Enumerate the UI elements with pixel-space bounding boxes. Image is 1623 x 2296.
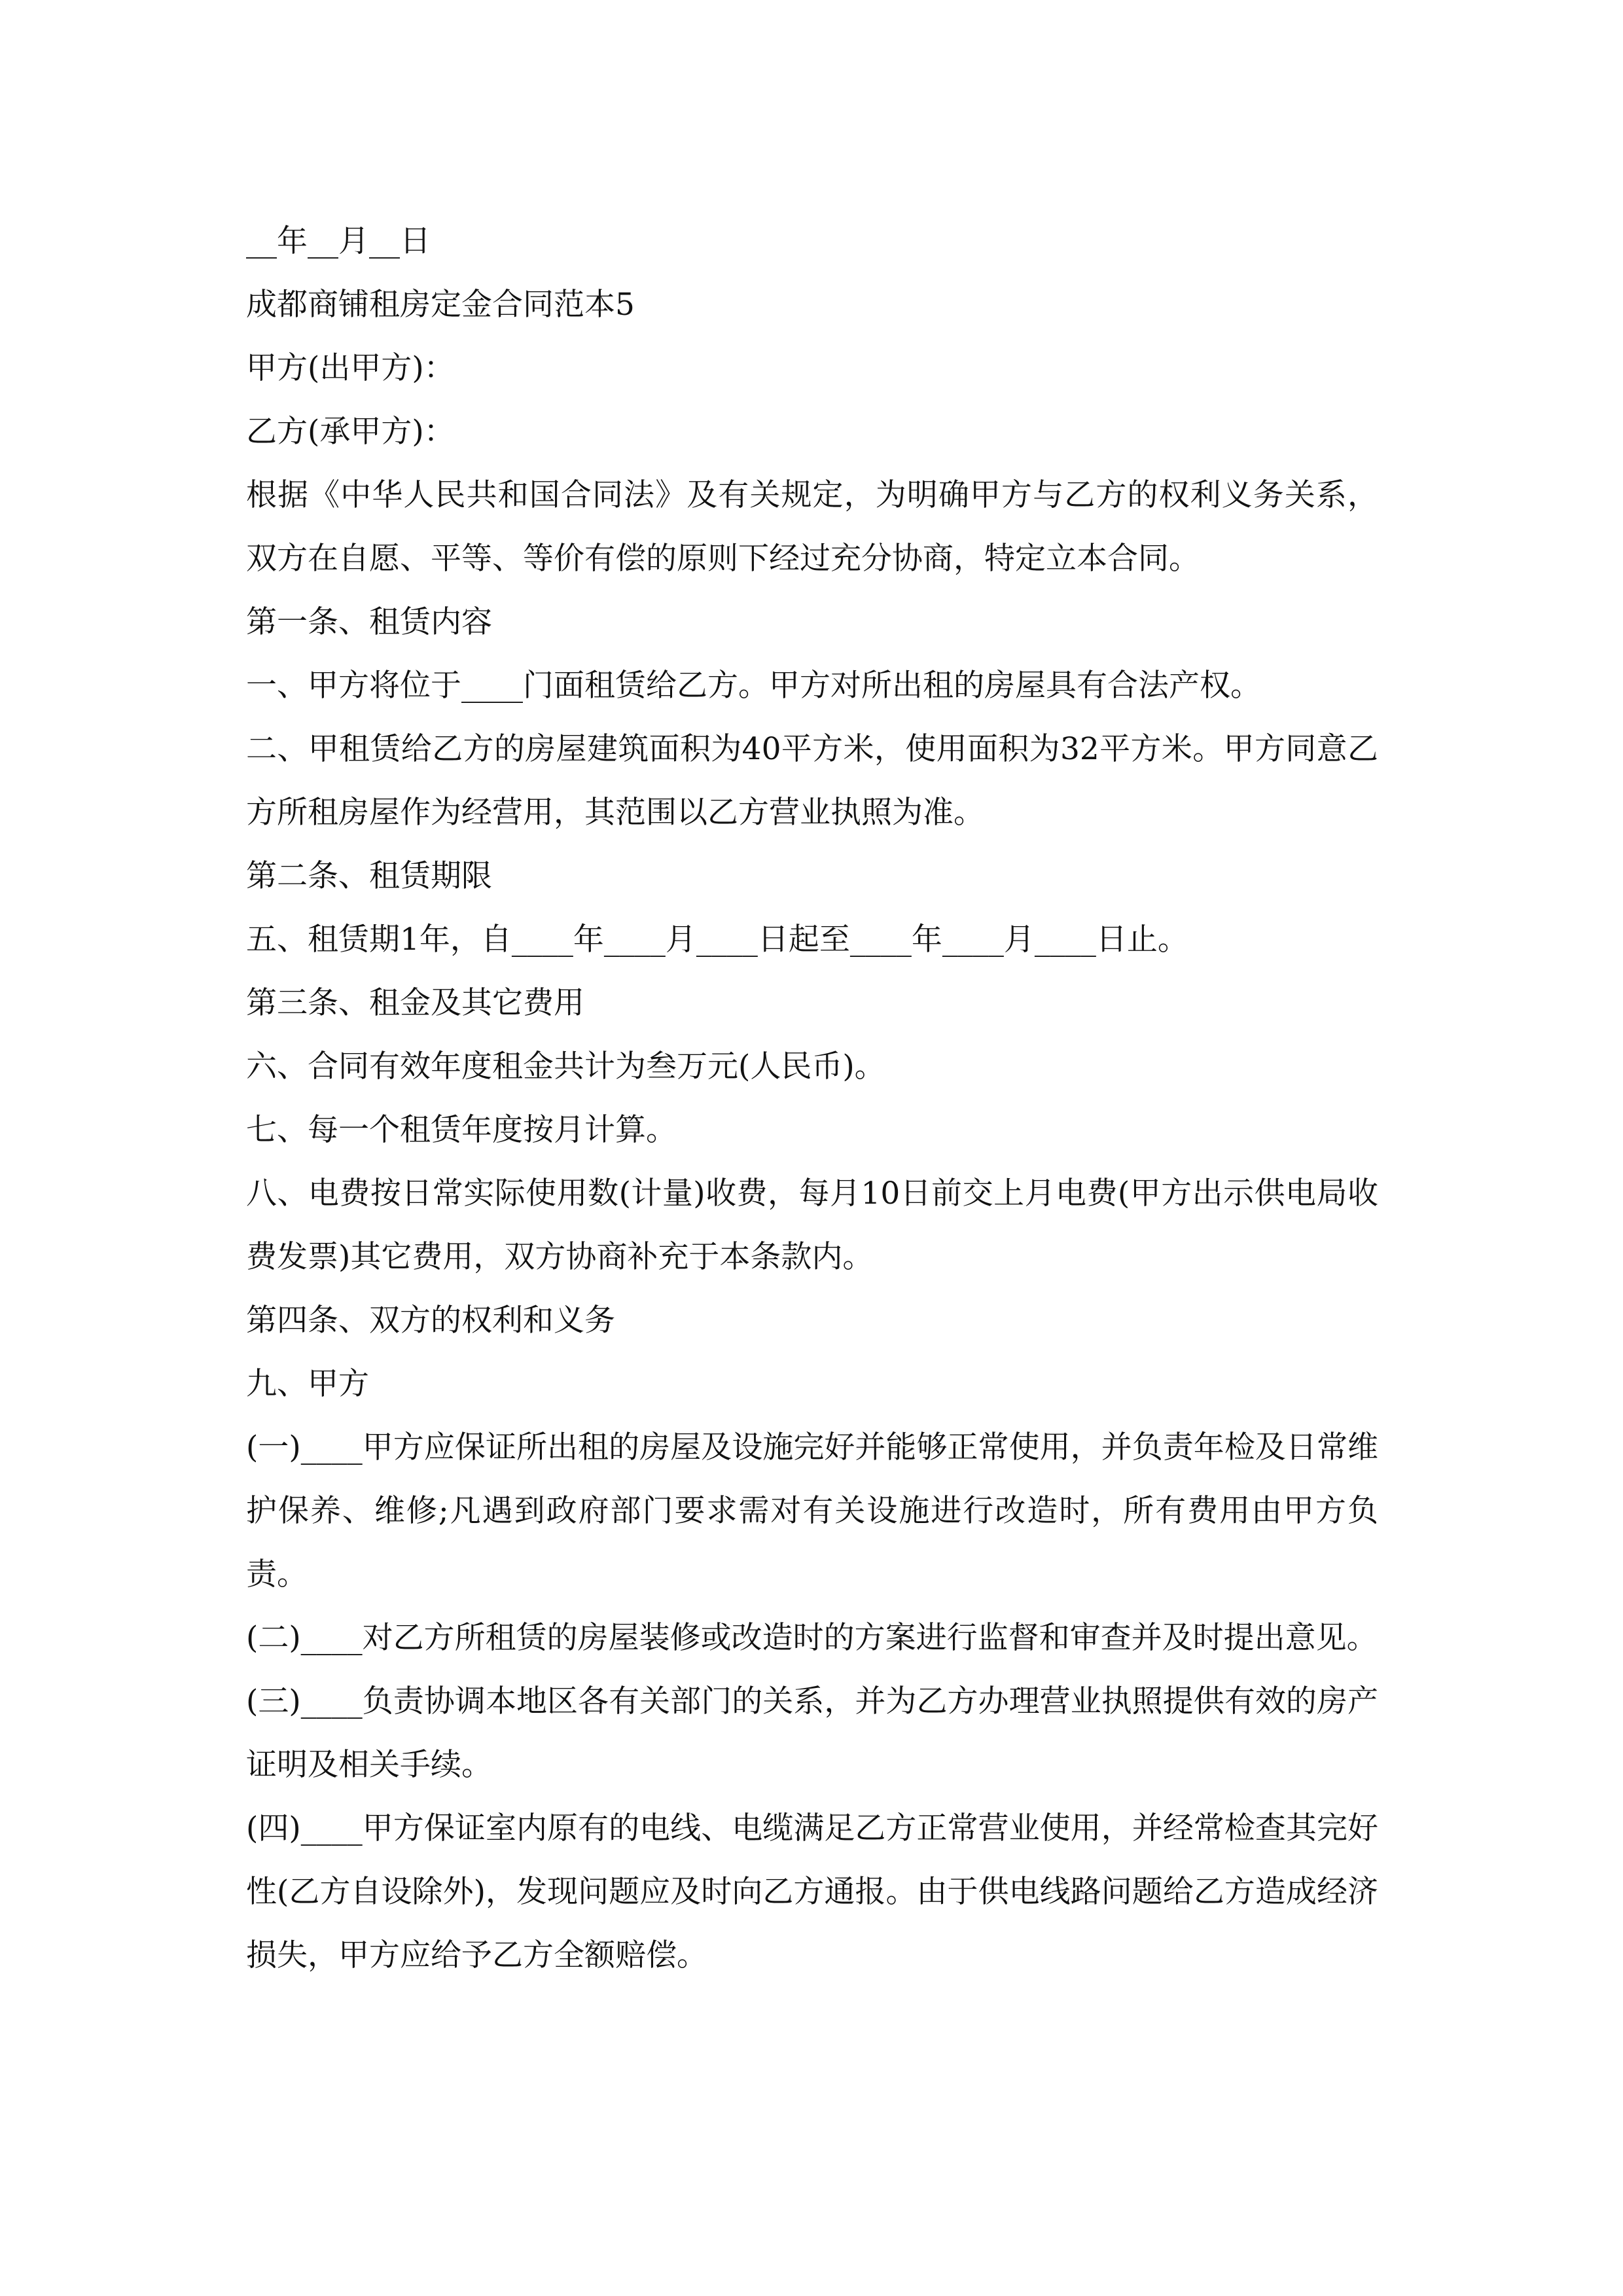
sub-clause-1: (一)____甲方应保证所出租的房屋及设施完好并能够正常使用，并负责年检及日常维护保养、维修;凡遇到政府部门要求需对有关设施进行改造时，所有费用由甲方负责。 — [246, 1429, 1378, 1592]
clause-8: 八、电费按日常实际使用数(计量)收费，每月10日前交上月电费(甲方出示供电局收费发票)其它费用，双方协商补充于本条款内。 — [246, 1175, 1378, 1275]
sub-clause-3: (三)____负责协调本地区各有关部门的关系，并为乙方办理营业执照提供有效的房产证明及相关手续。 — [246, 1683, 1378, 1783]
article-4-heading: 第四条、双方的权利和义务 — [246, 1302, 615, 1338]
clause-6: 六、合同有效年度租金共计为叁万元(人民币)。 — [246, 1049, 885, 1085]
clause-7: 七、每一个租赁年度按月计算。 — [246, 1112, 677, 1148]
clause-1: 一、甲方将位于____门面租赁给乙方。甲方对所出租的房屋具有合法产权。 — [246, 668, 1261, 704]
party-b-line: 乙方(承甲方)： — [246, 414, 455, 450]
contract-body — [246, 209, 1378, 1987]
article-1-heading: 第一条、租赁内容 — [246, 604, 492, 640]
article-2-heading: 第二条、租赁期限 — [246, 858, 492, 894]
article-3-heading: 第三条、租金及其它费用 — [246, 985, 584, 1021]
clause-5: 五、租赁期1年，自____年____月____日起至____年____月____日止。 — [246, 922, 1188, 958]
date-line: __年__月__日 — [246, 223, 431, 259]
party-a-line: 甲方(出甲方)： — [246, 350, 455, 386]
clause-2: 二、甲租赁给乙方的房屋建筑面积为40平方米，使用面积为32平方米。甲方同意乙方所租房屋作为经营用，其范围以乙方营业执照为准。 — [246, 731, 1378, 831]
sub-clause-2: (二)____对乙方所租赁的房屋装修或改造时的方案进行监督和审查并及时提出意见。 — [246, 1620, 1378, 1656]
preamble-paragraph: 根据《中华人民共和国合同法》及有关规定，为明确甲方与乙方的权利义务关系，双方在自愿、平等、等价有偿的原则下经过充分协商，特定立本合同。 — [246, 477, 1378, 577]
clause-9: 九、甲方 — [246, 1366, 369, 1402]
sub-clause-4: (四)____甲方保证室内原有的电线、电缆满足乙方正常营业使用，并经常检查其完好性(乙方自设除外)，发现问题应及时向乙方通报。由于供电线路问题给乙方造成经济损失，甲方应给予乙方全额赔偿。 — [246, 1810, 1378, 1973]
contract-title: 成都商铺租房定金合同范本5 — [246, 287, 635, 323]
